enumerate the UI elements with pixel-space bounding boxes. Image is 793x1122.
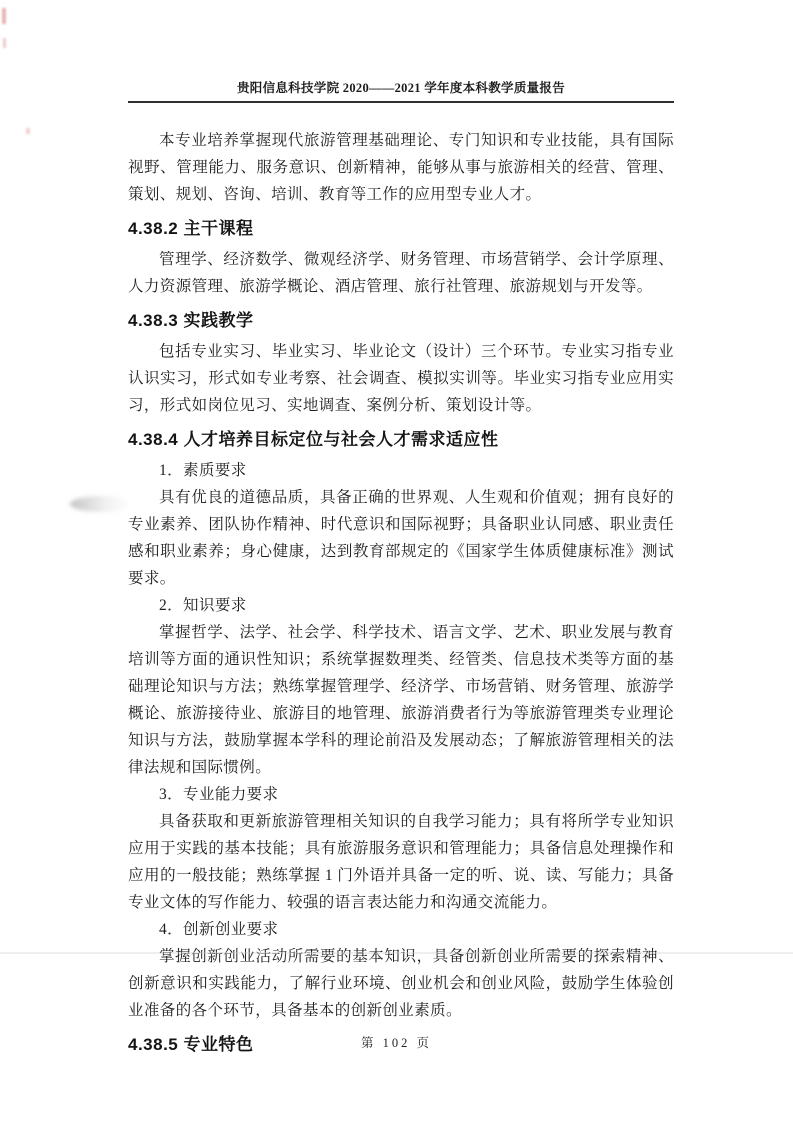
- paragraph-knowledge-requirements: 掌握哲学、法学、社会学、科学技术、语言文学、艺术、职业发展与教育培训等方面的通识性知识；系统掌握数理类、经管类、信息技术类等方面的基础理论知识与方法；熟练掌握管理学、经济学、市场营销、财务管理、旅游学概论、旅游接待业、旅游目的地管理、旅游消费者行为等旅游管理类专业理论知识与方法，鼓励掌握本学科的理论前沿及发展动态；了解旅游管理相关的法律法规和国际惯例。: [128, 624, 674, 776]
- scan-smudge-artifact: [70, 496, 132, 512]
- header-title: 贵阳信息科技学院 2020——2021 学年度本科教学质量报告: [236, 81, 566, 95]
- subsection-professional-ability-requirements: [128, 781, 674, 916]
- subsection-innovation-requirements: [128, 916, 674, 1024]
- page-number: 第 102 页: [360, 1036, 432, 1050]
- paragraph-main-courses: 管理学、经济数学、微观经济学、财务管理、市场营销学、会计学原理、人力资源管理、旅游学概论、酒店管理、旅行社管理、旅游规划与开发等。: [128, 251, 674, 295]
- paragraph-quality-requirements: 具有优良的道德品质，具备正确的世界观、人生观和价值观；拥有良好的专业素养、团队协作精神、时代意识和国际视野；具备职业认同感、职业责任感和职业素养；身心健康，达到教育部规定的《国家学生体质健康标准》测试要求。: [128, 489, 674, 587]
- subsection-label-innovation: 4．创新创业要求: [159, 921, 279, 938]
- page-header: [128, 78, 674, 103]
- page-footer: [0, 1033, 793, 1051]
- intro-paragraph: 本专业培养掌握现代旅游管理基础理论、专门知识和专业技能，具有国际视野、管理能力、服务意识、创新精神，能够从事与旅游相关的经营、管理、策划、规划、咨询、培训、教育等工作的应用型专业人才。: [128, 132, 674, 203]
- subsection-label-knowledge: 2．知识要求: [159, 597, 247, 614]
- scan-line-artifact: [0, 952, 793, 954]
- subsection-label-professional-ability: 3．专业能力要求: [159, 786, 279, 803]
- section-heading-main-courses: 4.38.2 主干课程: [128, 219, 254, 238]
- paragraph-practice-teaching: 包括专业实习、毕业实习、毕业论文（设计）三个环节。专业实习指专业认识实习，形式如专业考察、社会调查、模拟实训等。毕业实习指专业应用实习，形式如岗位见习、实地调查、案例分析、策划设计等。: [128, 343, 674, 414]
- scan-speck-artifact: [3, 38, 6, 48]
- page-content: [128, 78, 674, 1062]
- paragraph-innovation-requirements: 掌握创新创业活动所需要的基本知识，具备创新创业所需要的探索精神、创新意识和实践能力，了解行业环境、创业机会和创业风险，鼓励学生体验创业准备的各个环节，具备基本的创新创业素质。: [128, 948, 674, 1019]
- section-heading-specialty-features: 4.38.5 专业特色: [128, 1035, 254, 1054]
- section-heading-practice-teaching: 4.38.3 实践教学: [128, 311, 254, 330]
- subsection-label-quality: 1．素质要求: [159, 462, 247, 479]
- paragraph-professional-ability-requirements: 具备获取和更新旅游管理相关知识的自我学习能力；具有将所学专业知识应用于实践的基本技能；具有旅游服务意识和管理能力；具备信息处理操作和应用的一般技能；熟练掌握 1 门外语并具备一定的听、说、读、写能力；具备专业文体的写作能力、较强的语言表达能力和沟通交流能力。: [128, 813, 674, 911]
- subsection-quality-requirements: [128, 457, 674, 592]
- scan-speck-artifact: [2, 8, 6, 24]
- subsection-knowledge-requirements: [128, 592, 674, 781]
- section-heading-talent-training-goals: 4.38.4 人才培养目标定位与社会人才需求适应性: [128, 430, 499, 449]
- scan-speck-artifact: [26, 128, 30, 134]
